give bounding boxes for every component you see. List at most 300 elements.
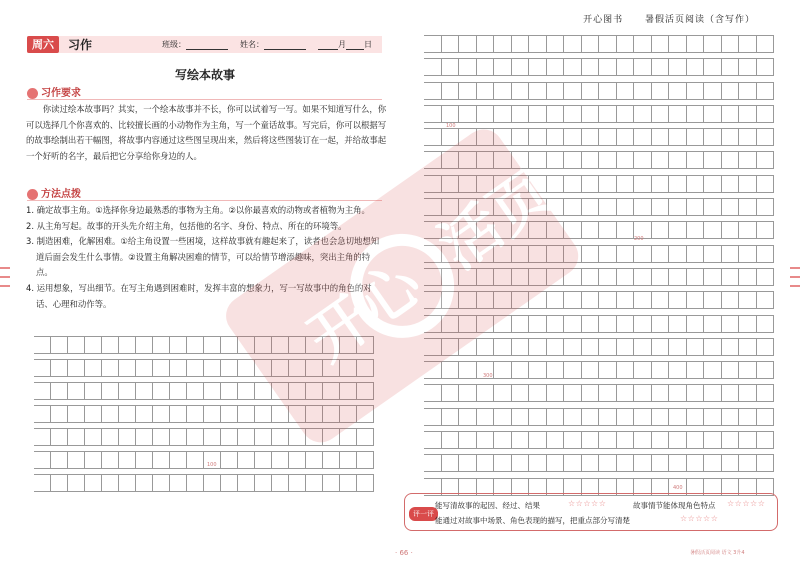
grid-cell[interactable] (634, 362, 652, 379)
grid-cell[interactable] (459, 199, 477, 216)
grid-cell[interactable] (617, 36, 635, 53)
grid-cell[interactable] (757, 129, 775, 146)
grid-cell[interactable] (582, 199, 600, 216)
grid-cell[interactable] (687, 176, 705, 193)
grid-cell[interactable] (51, 383, 68, 400)
date-field[interactable] (318, 39, 372, 50)
grid-cell[interactable] (102, 360, 119, 377)
grid-cell[interactable] (652, 362, 670, 379)
grid-cell[interactable] (424, 152, 442, 169)
grid-cell[interactable] (739, 362, 757, 379)
grid-cell[interactable] (512, 199, 530, 216)
grid-cell[interactable] (722, 246, 740, 263)
grid-cell[interactable] (564, 455, 582, 472)
grid-cell[interactable] (652, 83, 670, 100)
grid-cell[interactable] (757, 176, 775, 193)
grid-cell[interactable] (529, 385, 547, 402)
grid-cell[interactable] (599, 199, 617, 216)
grid-cell[interactable] (306, 452, 323, 469)
grid-cell[interactable] (512, 339, 530, 356)
grid-cell[interactable] (424, 36, 442, 53)
grid-cell[interactable] (204, 475, 221, 492)
grid-cell[interactable] (564, 292, 582, 309)
grid-cell[interactable] (424, 269, 442, 286)
grid-cell[interactable] (477, 269, 495, 286)
grid-cell[interactable] (512, 129, 530, 146)
grid-cell[interactable] (442, 222, 460, 239)
grid-cell[interactable] (85, 360, 102, 377)
grid-cell[interactable] (582, 106, 600, 123)
grid-cell[interactable] (529, 59, 547, 76)
grid-cell[interactable] (704, 222, 722, 239)
grid-cell[interactable] (704, 316, 722, 333)
grid-cell[interactable] (51, 475, 68, 492)
grid-cell[interactable] (512, 83, 530, 100)
grid-cell[interactable] (704, 385, 722, 402)
grid-cell[interactable] (255, 429, 272, 446)
grid-cell[interactable] (547, 106, 565, 123)
grid-cell[interactable] (669, 316, 687, 333)
grid-cell[interactable] (652, 246, 670, 263)
grid-cell[interactable] (170, 360, 187, 377)
grid-cell[interactable] (599, 385, 617, 402)
grid-cell[interactable] (442, 199, 460, 216)
grid-cell[interactable] (136, 475, 153, 492)
grid-cell[interactable] (119, 337, 136, 354)
grid-cell[interactable] (136, 406, 153, 423)
grid-cell[interactable] (459, 316, 477, 333)
grid-cell[interactable] (704, 339, 722, 356)
grid-cell[interactable] (272, 337, 289, 354)
grid-cell[interactable] (424, 176, 442, 193)
grid-cell[interactable] (582, 36, 600, 53)
grid-cell[interactable] (669, 106, 687, 123)
grid-cell[interactable] (459, 269, 477, 286)
grid-cell[interactable] (323, 429, 340, 446)
grid-cell[interactable] (442, 385, 460, 402)
grid-cell[interactable] (687, 59, 705, 76)
grid-cell[interactable] (357, 360, 374, 377)
grid-cell[interactable] (442, 455, 460, 472)
grid-cell[interactable] (739, 269, 757, 286)
grid-cell[interactable] (739, 292, 757, 309)
grid-cell[interactable] (340, 383, 357, 400)
grid-cell[interactable] (582, 455, 600, 472)
grid-cell[interactable] (68, 429, 85, 446)
grid-cell[interactable] (289, 360, 306, 377)
grid-cell[interactable] (582, 129, 600, 146)
grid-cell[interactable] (757, 316, 775, 333)
grid-cell[interactable] (757, 152, 775, 169)
grid-cell[interactable] (204, 383, 221, 400)
grid-cell[interactable] (617, 409, 635, 426)
grid-cell[interactable] (722, 176, 740, 193)
grid-cell[interactable] (477, 455, 495, 472)
grid-cell[interactable] (669, 409, 687, 426)
grid-cell[interactable] (547, 222, 565, 239)
grid-cell[interactable] (739, 83, 757, 100)
grid-cell[interactable] (442, 316, 460, 333)
grid-cell[interactable] (564, 339, 582, 356)
grid-cell[interactable] (494, 176, 512, 193)
grid-cell[interactable] (652, 176, 670, 193)
grid-cell[interactable] (687, 246, 705, 263)
grid-cell[interactable] (582, 316, 600, 333)
grid-cell[interactable] (722, 83, 740, 100)
grid-cell[interactable] (494, 409, 512, 426)
grid-cell[interactable] (704, 106, 722, 123)
writing-grid-right[interactable] (424, 35, 774, 501)
grid-cell[interactable] (477, 409, 495, 426)
grid-cell[interactable] (669, 152, 687, 169)
grid-cell[interactable] (424, 106, 442, 123)
grid-cell[interactable] (424, 129, 442, 146)
grid-cell[interactable] (529, 199, 547, 216)
grid-cell[interactable] (564, 199, 582, 216)
grid-cell[interactable] (494, 316, 512, 333)
grid-cell[interactable] (272, 429, 289, 446)
grid-cell[interactable] (669, 36, 687, 53)
grid-cell[interactable] (357, 475, 374, 492)
grid-cell[interactable] (153, 360, 170, 377)
grid-cell[interactable] (722, 222, 740, 239)
grid-cell[interactable] (357, 429, 374, 446)
grid-cell[interactable] (424, 222, 442, 239)
grid-cell[interactable] (494, 385, 512, 402)
grid-cell[interactable] (424, 385, 442, 402)
grid-cell[interactable] (494, 59, 512, 76)
grid-cell[interactable] (617, 246, 635, 263)
grid-cell[interactable] (634, 292, 652, 309)
grid-cell[interactable] (306, 406, 323, 423)
grid-cell[interactable] (153, 475, 170, 492)
grid-cell[interactable] (582, 362, 600, 379)
grid-cell[interactable] (564, 246, 582, 263)
grid-cell[interactable] (529, 129, 547, 146)
grid-cell[interactable] (739, 176, 757, 193)
grid-cell[interactable] (739, 385, 757, 402)
grid-cell[interactable] (238, 429, 255, 446)
grid-cell[interactable] (529, 292, 547, 309)
grid-cell[interactable] (652, 199, 670, 216)
grid-cell[interactable] (547, 246, 565, 263)
grid-cell[interactable] (564, 316, 582, 333)
grid-cell[interactable] (136, 429, 153, 446)
grid-cell[interactable] (669, 455, 687, 472)
star-rating[interactable]: ☆☆☆☆☆ (727, 499, 766, 508)
grid-cell[interactable] (340, 360, 357, 377)
grid-cell[interactable] (582, 176, 600, 193)
grid-cell[interactable] (529, 176, 547, 193)
grid-cell[interactable] (442, 83, 460, 100)
grid-cell[interactable] (704, 409, 722, 426)
grid-cell[interactable] (340, 337, 357, 354)
grid-cell[interactable] (102, 429, 119, 446)
grid-cell[interactable] (634, 316, 652, 333)
grid-cell[interactable] (102, 406, 119, 423)
grid-cell[interactable] (564, 36, 582, 53)
grid-cell[interactable] (442, 292, 460, 309)
grid-cell[interactable] (582, 59, 600, 76)
grid-cell[interactable] (722, 59, 740, 76)
grid-cell[interactable] (306, 383, 323, 400)
grid-cell[interactable] (459, 59, 477, 76)
grid-cell[interactable] (687, 199, 705, 216)
grid-cell[interactable] (652, 409, 670, 426)
grid-cell[interactable] (153, 452, 170, 469)
grid-cell[interactable] (739, 59, 757, 76)
grid-cell[interactable] (564, 432, 582, 449)
grid-cell[interactable] (634, 246, 652, 263)
grid-cell[interactable] (323, 452, 340, 469)
grid-cell[interactable] (85, 337, 102, 354)
grid-cell[interactable] (739, 222, 757, 239)
grid-cell[interactable] (529, 246, 547, 263)
grid-cell[interactable] (238, 383, 255, 400)
grid-cell[interactable] (634, 339, 652, 356)
grid-cell[interactable] (757, 362, 775, 379)
grid-cell[interactable] (494, 432, 512, 449)
grid-cell[interactable] (634, 409, 652, 426)
grid-cell[interactable] (704, 455, 722, 472)
grid-cell[interactable] (617, 83, 635, 100)
grid-cell[interactable] (494, 269, 512, 286)
grid-cell[interactable] (512, 362, 530, 379)
grid-cell[interactable] (669, 362, 687, 379)
name-field[interactable] (240, 39, 306, 50)
grid-cell[interactable] (722, 106, 740, 123)
grid-cell[interactable] (564, 59, 582, 76)
grid-cell[interactable] (187, 383, 204, 400)
grid-cell[interactable] (599, 362, 617, 379)
grid-cell[interactable] (582, 432, 600, 449)
grid-cell[interactable] (687, 316, 705, 333)
grid-cell[interactable] (617, 176, 635, 193)
grid-cell[interactable] (255, 360, 272, 377)
grid-cell[interactable] (85, 475, 102, 492)
grid-cell[interactable] (512, 246, 530, 263)
grid-cell[interactable] (687, 385, 705, 402)
grid-cell[interactable] (669, 269, 687, 286)
grid-cell[interactable] (494, 36, 512, 53)
grid-cell[interactable] (617, 59, 635, 76)
grid-cell[interactable] (494, 106, 512, 123)
grid-cell[interactable] (459, 176, 477, 193)
grid-cell[interactable] (652, 106, 670, 123)
grid-cell[interactable] (238, 475, 255, 492)
grid-cell[interactable] (238, 452, 255, 469)
grid-cell[interactable] (221, 406, 238, 423)
grid-cell[interactable] (687, 409, 705, 426)
grid-cell[interactable] (477, 36, 495, 53)
grid-cell[interactable] (323, 337, 340, 354)
grid-cell[interactable] (238, 406, 255, 423)
grid-cell[interactable] (739, 409, 757, 426)
grid-cell[interactable] (494, 339, 512, 356)
grid-cell[interactable] (529, 455, 547, 472)
grid-cell[interactable] (424, 362, 442, 379)
grid-cell[interactable] (687, 362, 705, 379)
grid-cell[interactable] (221, 452, 238, 469)
grid-cell[interactable] (289, 429, 306, 446)
grid-cell[interactable] (722, 385, 740, 402)
grid-cell[interactable] (739, 106, 757, 123)
grid-cell[interactable] (424, 292, 442, 309)
grid-cell[interactable] (272, 383, 289, 400)
grid-cell[interactable] (204, 360, 221, 377)
grid-cell[interactable] (547, 59, 565, 76)
grid-cell[interactable] (652, 222, 670, 239)
grid-cell[interactable] (669, 59, 687, 76)
grid-cell[interactable] (704, 292, 722, 309)
grid-cell[interactable] (289, 452, 306, 469)
grid-cell[interactable] (757, 36, 775, 53)
grid-cell[interactable] (547, 455, 565, 472)
grid-cell[interactable] (221, 360, 238, 377)
grid-cell[interactable] (582, 222, 600, 239)
grid-cell[interactable] (617, 385, 635, 402)
grid-cell[interactable] (424, 59, 442, 76)
grid-cell[interactable] (687, 292, 705, 309)
grid-cell[interactable] (289, 475, 306, 492)
grid-cell[interactable] (617, 199, 635, 216)
grid-cell[interactable] (687, 339, 705, 356)
grid-cell[interactable] (722, 152, 740, 169)
grid-cell[interactable] (547, 409, 565, 426)
grid-cell[interactable] (238, 337, 255, 354)
grid-cell[interactable] (272, 475, 289, 492)
grid-cell[interactable] (704, 269, 722, 286)
grid-cell[interactable] (512, 152, 530, 169)
grid-cell[interactable] (34, 383, 51, 400)
grid-cell[interactable] (704, 152, 722, 169)
grid-cell[interactable] (739, 246, 757, 263)
grid-cell[interactable] (634, 36, 652, 53)
grid-cell[interactable] (599, 222, 617, 239)
grid-cell[interactable] (757, 455, 775, 472)
grid-cell[interactable] (494, 362, 512, 379)
grid-cell[interactable] (564, 83, 582, 100)
grid-cell[interactable] (442, 152, 460, 169)
grid-cell[interactable] (634, 455, 652, 472)
grid-cell[interactable] (119, 429, 136, 446)
grid-cell[interactable] (494, 246, 512, 263)
grid-cell[interactable] (617, 432, 635, 449)
grid-cell[interactable] (599, 129, 617, 146)
grid-cell[interactable] (102, 475, 119, 492)
grid-cell[interactable] (136, 360, 153, 377)
grid-cell[interactable] (564, 106, 582, 123)
grid-cell[interactable] (512, 59, 530, 76)
grid-cell[interactable] (289, 337, 306, 354)
grid-cell[interactable] (442, 106, 460, 123)
grid-cell[interactable] (669, 292, 687, 309)
grid-cell[interactable] (512, 432, 530, 449)
grid-cell[interactable] (704, 83, 722, 100)
grid-cell[interactable] (757, 106, 775, 123)
grid-cell[interactable] (582, 409, 600, 426)
grid-cell[interactable] (687, 152, 705, 169)
grid-cell[interactable] (477, 176, 495, 193)
grid-cell[interactable] (34, 406, 51, 423)
grid-cell[interactable] (599, 59, 617, 76)
grid-cell[interactable] (529, 269, 547, 286)
grid-cell[interactable] (170, 383, 187, 400)
grid-cell[interactable] (652, 292, 670, 309)
grid-cell[interactable] (119, 452, 136, 469)
grid-cell[interactable] (634, 269, 652, 286)
grid-cell[interactable] (512, 176, 530, 193)
grid-cell[interactable] (459, 129, 477, 146)
grid-cell[interactable] (547, 362, 565, 379)
grid-cell[interactable] (187, 337, 204, 354)
grid-cell[interactable] (529, 83, 547, 100)
grid-cell[interactable] (170, 406, 187, 423)
grid-cell[interactable] (477, 106, 495, 123)
grid-cell[interactable] (255, 383, 272, 400)
grid-cell[interactable] (634, 176, 652, 193)
grid-cell[interactable] (669, 246, 687, 263)
grid-cell[interactable] (757, 385, 775, 402)
grid-cell[interactable] (459, 455, 477, 472)
grid-cell[interactable] (617, 129, 635, 146)
grid-cell[interactable] (634, 129, 652, 146)
grid-cell[interactable] (357, 383, 374, 400)
grid-cell[interactable] (323, 383, 340, 400)
grid-cell[interactable] (634, 432, 652, 449)
grid-cell[interactable] (424, 199, 442, 216)
grid-cell[interactable] (187, 360, 204, 377)
grid-cell[interactable] (323, 406, 340, 423)
grid-cell[interactable] (306, 360, 323, 377)
grid-cell[interactable] (582, 152, 600, 169)
grid-cell[interactable] (34, 475, 51, 492)
grid-cell[interactable] (722, 36, 740, 53)
grid-cell[interactable] (68, 337, 85, 354)
grid-cell[interactable] (599, 106, 617, 123)
grid-cell[interactable] (512, 316, 530, 333)
grid-cell[interactable] (687, 432, 705, 449)
grid-cell[interactable] (757, 246, 775, 263)
grid-cell[interactable] (704, 59, 722, 76)
grid-cell[interactable] (119, 383, 136, 400)
grid-cell[interactable] (34, 452, 51, 469)
grid-cell[interactable] (687, 222, 705, 239)
grid-cell[interactable] (34, 337, 51, 354)
grid-cell[interactable] (512, 409, 530, 426)
grid-cell[interactable] (459, 106, 477, 123)
grid-cell[interactable] (704, 246, 722, 263)
grid-cell[interactable] (459, 362, 477, 379)
grid-cell[interactable] (547, 129, 565, 146)
grid-cell[interactable] (599, 152, 617, 169)
grid-cell[interactable] (704, 176, 722, 193)
grid-cell[interactable] (68, 360, 85, 377)
grid-cell[interactable] (204, 406, 221, 423)
grid-cell[interactable] (424, 432, 442, 449)
grid-cell[interactable] (221, 475, 238, 492)
grid-cell[interactable] (582, 339, 600, 356)
grid-cell[interactable] (529, 152, 547, 169)
grid-cell[interactable] (477, 385, 495, 402)
grid-cell[interactable] (687, 129, 705, 146)
grid-cell[interactable] (599, 269, 617, 286)
grid-cell[interactable] (204, 429, 221, 446)
grid-cell[interactable] (85, 383, 102, 400)
grid-cell[interactable] (459, 432, 477, 449)
grid-cell[interactable] (704, 36, 722, 53)
grid-cell[interactable] (599, 83, 617, 100)
